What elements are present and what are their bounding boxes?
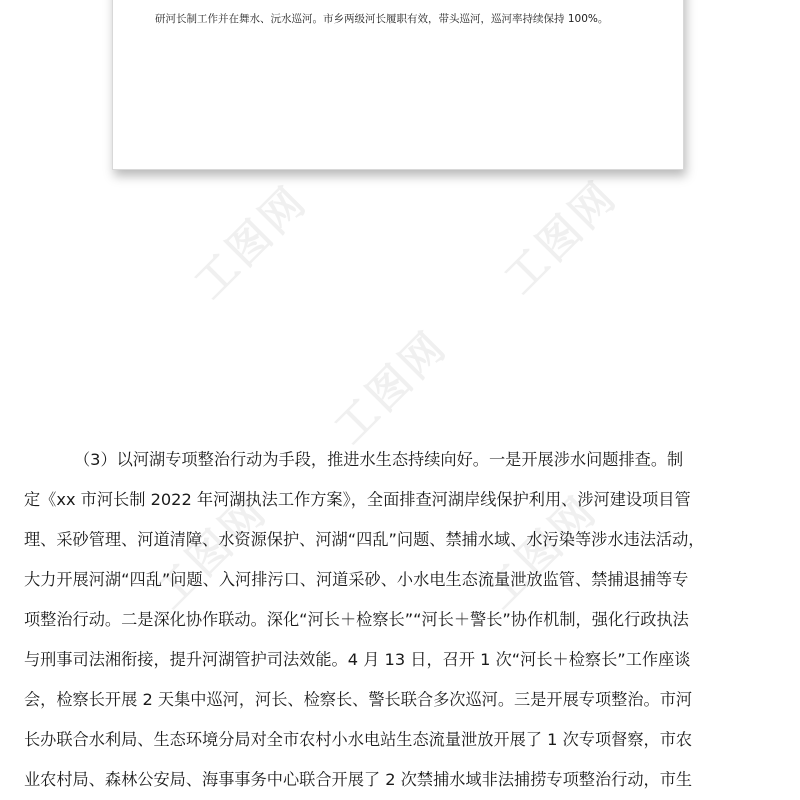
paragraph-line: 与刑事司法湘衔接，提升河湖管护司法效能。4 月 13 日，召开 1 次“河长＋检察长”工作座谈 <box>24 650 691 669</box>
watermark: 工图网 <box>144 485 277 618</box>
paragraph-line: 长办联合水利局、生态环境分局对全市农村小水电站生态流量泄放开展了 1 次专项督察，市农 <box>24 730 693 749</box>
paragraph-line: （3）以河湖专项整治行动为手段，推进水生态持续向好。一是开展涉水问题排查。制 <box>74 450 684 469</box>
watermark: 工图网 <box>494 170 627 303</box>
paragraph-line: 业农村局、森林公安局、海事事务中心联合开展了 2 次禁捕水域非法捕捞专项整治行动，市生 <box>24 770 693 789</box>
document-page-preview <box>112 0 684 170</box>
watermark: 工图网 <box>474 485 607 618</box>
paragraph-line: 定《xx 市河长制 2022 年河湖执法工作方案》，全面排查河湖岸线保护利用、涉河建设项目管 <box>24 490 691 509</box>
paragraph-line: 会，检察长开展 2 天集中巡河，河长、检察长、警长联合多次巡河。三是开展专项整治。市河 <box>24 690 693 709</box>
paragraph-line: 理、采砂管理、河道清障、水资源保护、河湖“四乱”问题、禁捕水域、水污染等涉水违法活动， <box>24 530 705 549</box>
page-preview-text: 研河长制工作并在舞水、沅水巡河。市乡两级河长履职有效，带头巡河，巡河率持续保持 100%。 <box>155 13 609 25</box>
paragraph-line: 项整治行动。二是深化协作联动。深化“河长＋检察长”“河长＋警长”协作机制，强化行政执法 <box>24 610 689 629</box>
document-body <box>24 440 754 800</box>
watermark: 工图网 <box>184 175 317 308</box>
paragraph-line: 大力开展河湖“四乱”问题、入河排污口、河道采砂、小水电生态流量泄放监管、禁捕退捕等专 <box>24 570 689 589</box>
watermark: 工图网 <box>324 320 457 453</box>
